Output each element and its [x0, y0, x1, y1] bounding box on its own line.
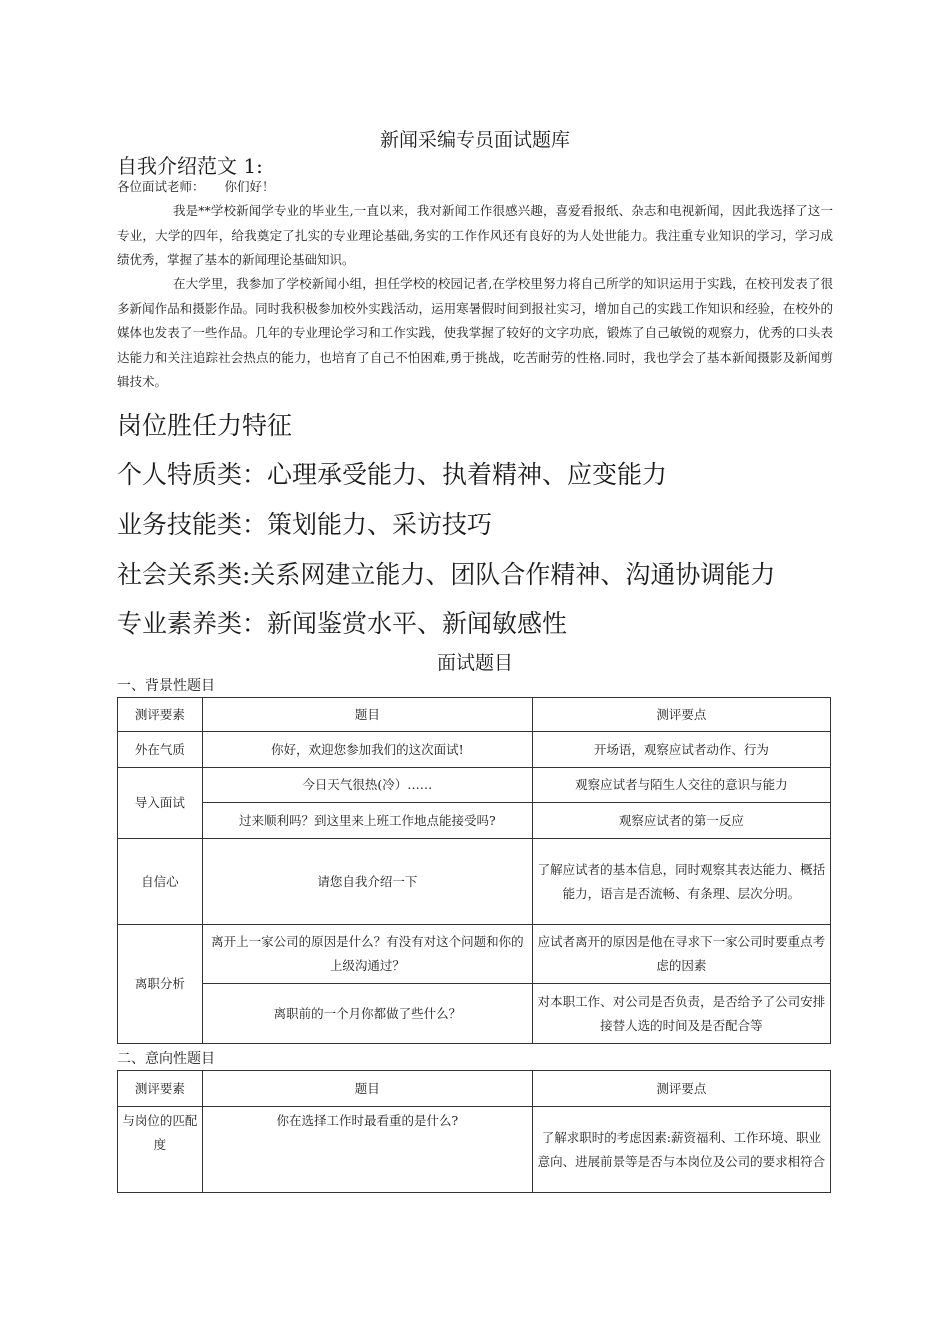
background-questions-table	[117, 697, 831, 1044]
header-cell: 测评要素	[118, 1071, 203, 1107]
table-row	[118, 1107, 831, 1193]
intro-heading: 自我介绍范文 1:	[117, 154, 263, 178]
hello-text: 你们好！	[224, 179, 275, 194]
section-intention: 二、意向性题目	[117, 1051, 215, 1067]
greeting-line	[117, 177, 275, 195]
question-cell: 离职前的一个月你都做了些什么？	[202, 984, 532, 1044]
intro-paragraph-2: 在大学里，我参加了学校新闻小组，担任学校的校园记者,在学校里努力将自己所学的知识运用于实践，在校刊发表了很多新闻作品和摄影作品。同时我积极参加校外实践活动，运用寒暑假时间到报社实习，增加自己的实践工作知识和经验，在校外的媒体也发表了一些作品。几年的专业理论学习和工作实践，使我掌握了较好的文字功底，锻炼了自己敏锐的观察力，优秀的口头表达能力和关注追踪社会热点的能力，也培育了自己不怕困难,勇于挑战，吃苦耐劳的性格.同时，我也学会了基本新闻摄影及新闻剪辑技术。	[117, 276, 833, 389]
element-cell: 自信心	[118, 839, 203, 925]
point-cell: 对本职工作、对公司是否负责，是否给予了公司安排接替人选的时间及是否配合等	[532, 984, 830, 1044]
table-row	[118, 839, 831, 925]
point-cell: 了解应试者的基本信息，同时观察其表达能力、概括能力，语言是否流畅、有条理、层次分明。	[532, 839, 830, 925]
intro-paragraph-1: 我是**学校新闻学专业的毕业生,一直以来，我对新闻工作很感兴趣，喜爱看报纸、杂志和电视新闻，因此我选择了这一专业，大学的四年，给我奠定了扎实的专业理论基础,务实的工作作风还有良好的为人处世能力。我注重专业知识的学习，学习成绩优秀，掌握了基本的新闻理论基础知识。	[117, 203, 833, 267]
table-header-row	[118, 1071, 831, 1107]
question-cell: 你好，欢迎您参加我们的这次面试!	[202, 732, 532, 768]
question-cell: 你在选择工作时最看重的是什么?	[202, 1107, 532, 1193]
question-cell: 今日天气很热(冷）……	[202, 768, 532, 803]
competency-social: 社会关系类:关系网建立能力、团队合作精神、沟通协调能力	[117, 560, 776, 589]
document-title: 新闻采编专员面试题库	[379, 129, 570, 151]
point-cell: 观察应试者的第一反应	[532, 803, 830, 839]
element-cell: 导入面试	[118, 768, 203, 839]
competency-heading: 岗位胜任力特征	[117, 411, 293, 440]
table-row	[118, 925, 831, 984]
competency-professional: 专业素养类：新闻鉴赏水平、新闻敏感性	[117, 609, 568, 638]
element-cell: 与岗位的匹配度	[118, 1107, 203, 1193]
intention-questions-table	[117, 1070, 831, 1193]
point-cell: 应试者离开的原因是他在寻求下一家公司时要重点考虑的因素	[532, 925, 830, 984]
point-cell: 了解求职时的考虑因素:薪资福利、工作环境、职业意向、进展前景等是否与本岗位及公司的要求相符合	[532, 1107, 830, 1193]
header-cell: 测评要素	[118, 698, 203, 732]
point-cell: 开场语，观察应试者动作、行为	[532, 732, 830, 768]
table-row	[118, 768, 831, 803]
interview-heading: 面试题目	[436, 652, 513, 674]
table-row	[118, 984, 831, 1044]
competency-skills: 业务技能类：策划能力、采访技巧	[117, 510, 493, 539]
section-background: 一、背景性题目	[117, 678, 215, 694]
question-cell: 请您自我介绍一下	[202, 839, 532, 925]
element-cell: 离职分析	[118, 925, 203, 1044]
element-cell: 外在气质	[118, 732, 203, 768]
competency-personal: 个人特质类：心理承受能力、执着精神、应变能力	[117, 460, 668, 489]
greeting-text: 各位面试老师：	[117, 179, 205, 194]
table-row	[118, 803, 831, 839]
header-cell: 测评要点	[532, 698, 830, 732]
question-cell: 离开上一家公司的原因是什么？有没有对这个问题和你的上级沟通过？	[202, 925, 532, 984]
header-cell: 测评要点	[532, 1071, 830, 1107]
table-header-row	[118, 698, 831, 732]
question-cell: 过来顺利吗？到这里来上班工作地点能接受吗?	[202, 803, 532, 839]
header-cell: 题目	[202, 698, 532, 732]
header-cell: 题目	[202, 1071, 532, 1107]
table-row	[118, 732, 831, 768]
point-cell: 观察应试者与陌生人交往的意识与能力	[532, 768, 830, 803]
